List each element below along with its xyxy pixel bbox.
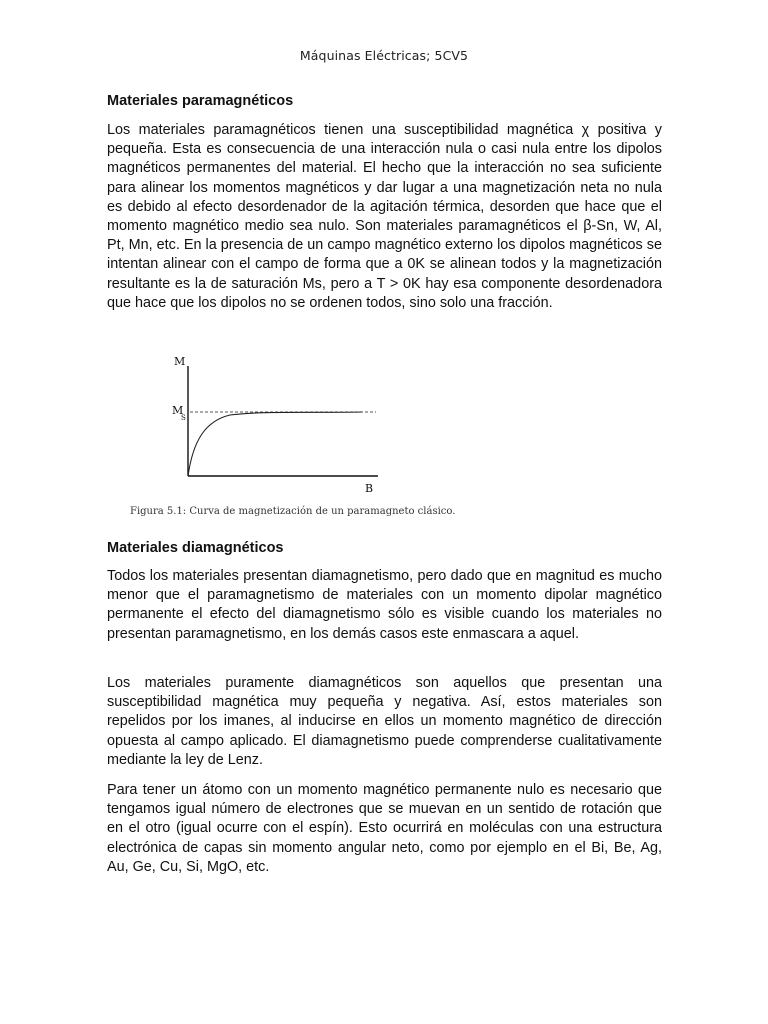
paragraph-diamagnetic-1: Todos los materiales presentan diamagnetismo, pero dado que en magnitud es mucho menor que el paramagnetismo de materiales con un momento dipolar magnético permanente el efecto del diamagnetismo sólo es visible cuando los materiales no presentan paramagnetismo, en los demás casos este enmascara a aquel. bbox=[107, 568, 662, 642]
page-header: Máquinas Eléctricas; 5CV5 bbox=[299, 48, 469, 63]
paragraph-diamagnetic-3: Para tener un átomo con un momento magnético permanente nulo es necesario que tengamos igual número de electrones que se muevan en un sentido de rotación que en el otro (igual ocurre con el espín). Esto ocurrirá en moléculas con una estructura electrónica de capas sin momento angular neto, como por ejemplo en el Bi, Be, Ag, Au, Ge, Cu, Si, MgO, etc. bbox=[107, 782, 662, 875]
y-axis-label: M bbox=[174, 355, 186, 368]
paragraph-paramagnetic: Los materiales paramagnéticos tienen una susceptibilidad magnética χ positiva y pequeña. Esta es consecuencia de una interacción nula o casi nula entre los dipolos magnéticos permanentes del material. El hecho que la interacción no sea suficiente para alinear los momentos magnéticos y dar lugar a una magnetización neta no nula es debido al efecto desordenador de la agitación térmica, desorden que hace que el momento magnético medio sea nulo. Son materiales paramagnéticos el β-Sn, W, Al, Pt, Mn, etc. En la presencia de un campo magnético externo los dipolos magnéticos se intentan alinear con el campo de forma que a 0K se alinean todos y la magnetización resultante es la de saturación Ms, pero a T > 0K hay esa componente desordenadora que hace que los dipolos no se ordenen todos, sino solo una fracción. bbox=[107, 122, 662, 311]
figure-caption: Figura 5.1: Curva de magnetización de un paramagneto clásico. bbox=[130, 506, 456, 517]
saturation-subscript: S bbox=[181, 414, 186, 422]
magnetization-figure bbox=[150, 351, 470, 526]
paragraph-diamagnetic-2: Los materiales puramente diamagnéticos son aquellos que presentan una susceptibilidad magnética muy pequeña y negativa. Así, estos materiales son repelidos por los imanes, al inducirse en ellos un momento magnético de dirección opuesta al campo aplicado. El diamagnetismo puede comprenderse cualitativamente mediante la ley de Lenz. bbox=[107, 675, 662, 768]
section-title-paramagnetic: Materiales paramagnéticos bbox=[107, 93, 294, 109]
x-axis-label: B bbox=[365, 482, 374, 495]
section-title-diamagnetic: Materiales diamagnéticos bbox=[107, 540, 284, 556]
magnetization-curve bbox=[188, 412, 362, 476]
saturation-label: M bbox=[172, 404, 184, 417]
